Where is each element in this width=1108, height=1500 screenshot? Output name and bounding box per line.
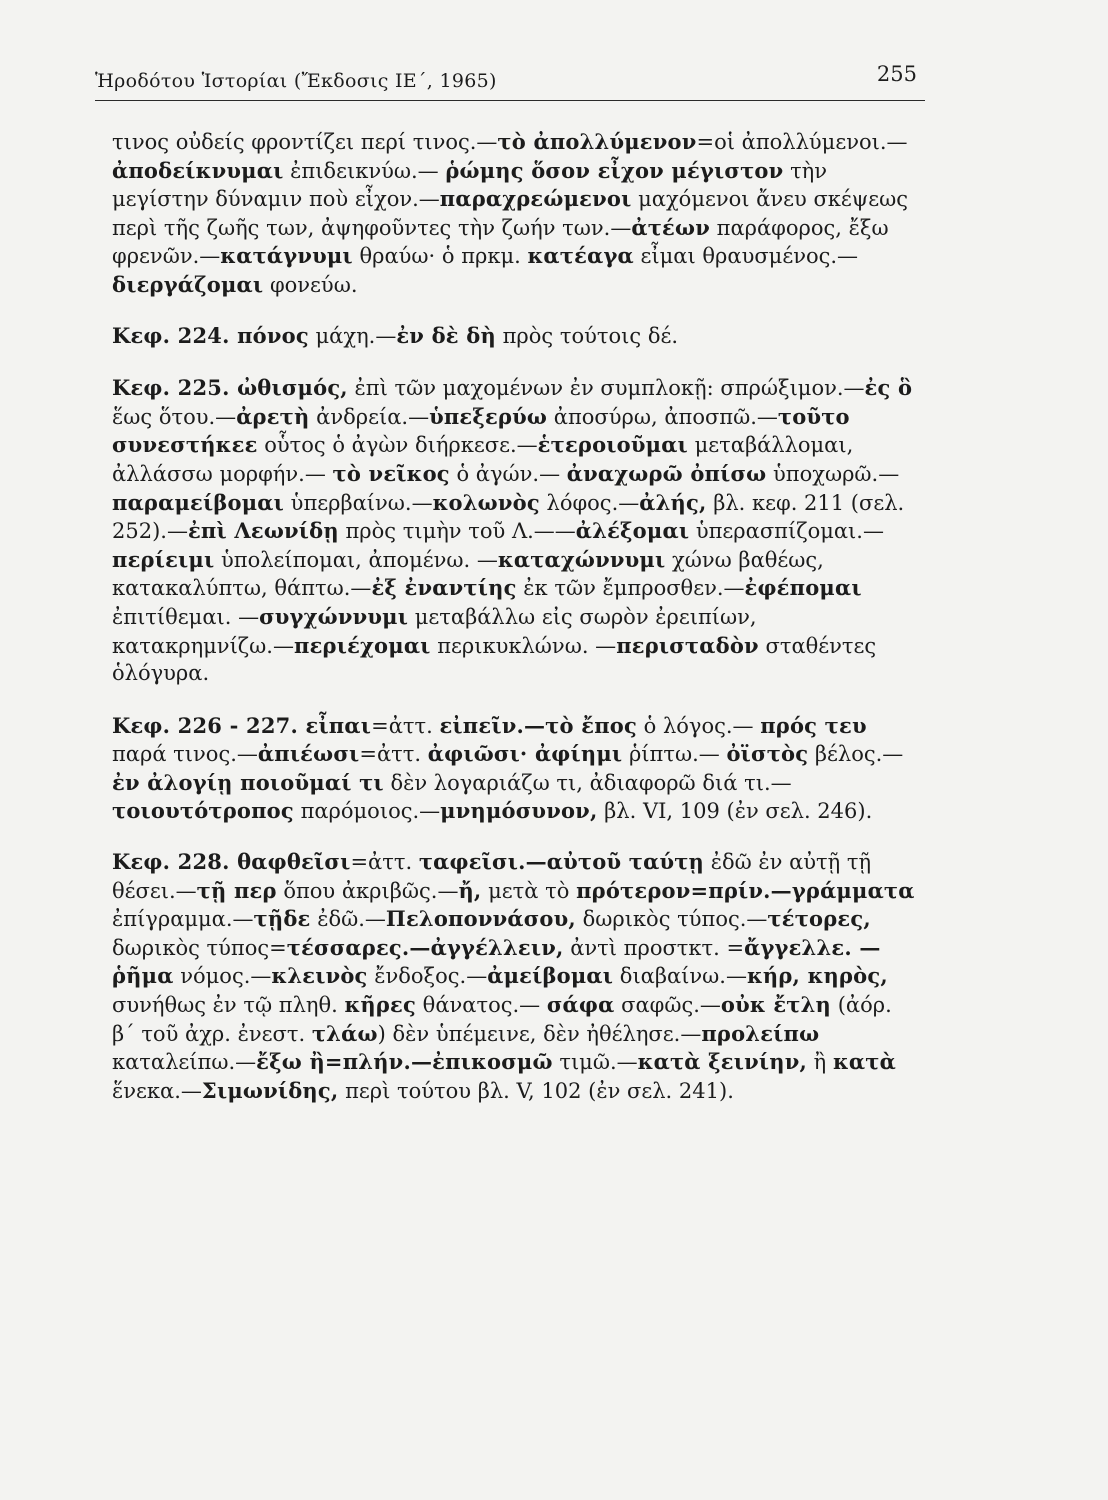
gloss-text: δωρικὸς τύπος= [112, 935, 287, 960]
gloss-text: ) δὲν ὑπέμεινε, δὲν ἠθέλησε.— [377, 1021, 702, 1046]
gloss-text: πρὸς τούτοις δέ. [495, 323, 679, 348]
lemma-text: πρότερον=πρίν.—γράμματα [576, 877, 915, 903]
gloss-text: ὑποχωρῶ.— [766, 461, 900, 486]
lemma-text: κολωνὸς [432, 489, 540, 515]
gloss-text: οὗτος ὁ ἀγὼν διήρκεσε.— [257, 433, 538, 458]
lemma-text: παραμείβομαι [112, 489, 284, 515]
lemma-text: διεργάζομαι [112, 271, 264, 297]
lemma-text: περιέχομαι [294, 632, 431, 658]
gloss-text: ἢ [807, 1050, 833, 1075]
gloss-text: σταθέντες ὁλόγυρα. [112, 633, 877, 686]
gloss-text: διαβαίνω.— [613, 964, 747, 989]
gloss-text: καταλείπω.— [112, 1050, 257, 1075]
gloss-text: χώνω βαθέως, κατακαλύπτω, θάπτω.— [112, 547, 824, 601]
lemma-text: μνημόσυνον, [440, 798, 598, 824]
lemma-text: ἑτεροιοῦμαι [537, 432, 688, 458]
lemma-text: παραχρεώμενοι [439, 186, 632, 212]
lemma-text: ἀλέξομαι [575, 518, 690, 544]
gloss-text: δὲν λογαριάζω τι, ἀδιαφορῶ διά τι.— [383, 770, 792, 795]
gloss-text: πρὸς τιμὴν τοῦ Λ.—— [338, 519, 576, 544]
gloss-text: ὁ λόγος.— [636, 713, 761, 738]
gloss-text: ἀντὶ προστκτ. = [563, 935, 745, 960]
lemma-text: ἀρετὴ [236, 403, 310, 429]
lemma-text: τῇδε [253, 906, 311, 932]
gloss-text: σαφῶς.— [614, 993, 721, 1018]
lemma-text: Κεφ. 225. ὠθισμός, [112, 375, 348, 401]
header-rule [95, 100, 925, 101]
gloss-text: μεταβάλλω εἰς σωρὸν ἐρειπίων, κατακρημνίζω.— [112, 604, 757, 658]
lemma-text: καταχώννυμι [497, 546, 666, 572]
running-head [95, 62, 925, 98]
lemma-text: κατὰ [832, 1049, 896, 1075]
lemma-text: ὑπεξερύω [429, 403, 548, 429]
gloss-text: ὑπερβαίνω.— [284, 490, 433, 515]
gloss-text: ἀποσύρω, ἀποσπῶ.— [547, 404, 778, 429]
gloss-text: παρά τινος.— [112, 742, 258, 767]
gloss-text: βλ. κεφ. 211 (σελ. 252).— [112, 490, 905, 544]
lemma-text: Κεφ. 224. πόνος [112, 322, 309, 348]
gloss-text: νόμος.— [173, 964, 272, 989]
gloss-text: μάχη.— [308, 323, 397, 348]
lemma-text: ἀτέων [631, 214, 710, 240]
lemma-text: κατέαγα [527, 243, 634, 269]
lemma-text: συγχώννυμι [259, 603, 409, 629]
lemma-text: σάφα [546, 992, 615, 1018]
gloss-text: δωρικὸς τύπος.— [575, 907, 768, 932]
lemma-text: ἀπιέωσι [257, 741, 360, 767]
gloss-text: ἀνδρεία.— [309, 404, 430, 429]
gloss-text: ῥίπτω.— [622, 742, 727, 767]
lemma-text: ἐξ ἐναντίης [371, 575, 517, 601]
gloss-text: ὑπολείπομαι, ἀπομένω. — [214, 547, 498, 572]
lemma-text: πρός τευ [760, 712, 867, 738]
gloss-text: παράφορος, ἔξω φρενῶν.— [112, 215, 889, 269]
lemma-text: περισταδὸν [616, 632, 759, 658]
lemma-text: ἔξω ἢ=πλήν.—ἐπικοσμῶ [256, 1049, 553, 1075]
lemma-text: κήρ, κηρὸς, [746, 963, 888, 989]
lemma-text: κλεινὸς [271, 963, 368, 989]
gloss-text: βλ. VI, 109 (ἐν σελ. 246). [597, 799, 873, 824]
gloss-text: =ἀττ. [371, 713, 440, 738]
lemma-text: ἤ, [458, 877, 482, 903]
lemma-text: ἀλής, [639, 489, 707, 515]
lemma-text: κῆρες [344, 992, 416, 1018]
gloss-text: ἐπιτίθεμαι. — [112, 604, 260, 629]
gloss-text: περὶ τούτου βλ. V, 102 (ἐν σελ. 241). [338, 1078, 734, 1103]
lemma-text: τὸ ἀπολλύμενον [497, 129, 697, 154]
gloss-text: συνήθως ἐν τῷ πληθ. [112, 993, 345, 1018]
gloss-text: ἔνδοξος.— [367, 964, 488, 989]
gloss-text: μετὰ τὸ [481, 878, 577, 903]
lemma-text: κατάγνυμι [220, 243, 353, 269]
gloss-text: φονεύω. [263, 272, 358, 297]
lemma-text: ἀποδείκνυμαι [112, 157, 284, 183]
paragraph-chapter-226-227 [112, 712, 920, 826]
lemma-text: τὸ νεῖκος [332, 460, 450, 486]
lemma-text: κατὰ ξεινίην, [637, 1049, 807, 1075]
gloss-text: ἐπίγραμμα.— [112, 907, 254, 932]
lemma-text: τέσσαρες.—ἀγγέλλειν, [286, 934, 564, 960]
lemma-text: ἀμείβομαι [487, 963, 614, 989]
lemma-text: Κεφ. 228. θαφθεῖσι [112, 849, 351, 875]
gloss-text: παρόμοιος.— [293, 799, 441, 824]
lemma-text: ἐς ὃ [864, 375, 913, 401]
lemma-text: ἐπὶ Λεωνίδῃ [187, 518, 339, 544]
lemma-text: τλάω [311, 1020, 378, 1046]
lemma-text: Κεφ. 226 - 227. εἶπαι [112, 712, 372, 738]
gloss-text: μαχόμενοι ἄνευ σκέψεως περὶ τῆς ζωῆς των, ἀψηφοῦντες τὴν ζωήν των.— [112, 187, 909, 240]
gloss-text: τιμῶ.— [552, 1050, 638, 1075]
lemma-text: Σιμωνίδης, [201, 1077, 339, 1103]
lemma-text: ἀφιῶσι· ἀφίημι [427, 741, 623, 767]
gloss-text: ἐδῶ.— [310, 907, 386, 932]
gloss-text: ἕως ὅτου.— [112, 404, 237, 429]
gloss-text: ἕνεκα.— [112, 1078, 202, 1103]
gloss-text: μεταβάλλομαι, ἀλλάσσω μορφήν.— [112, 433, 854, 486]
gloss-text: ἐπὶ τῶν μαχομένων ἐν συμπλοκῇ: σπρώξιμον.— [347, 376, 865, 401]
gloss-text: λόφος.— [539, 490, 640, 515]
commentary-body [112, 128, 920, 1105]
lemma-text: προλείπω [701, 1020, 820, 1046]
gloss-text: τὴν μεγίστην δύναμιν ποὺ εἶχον.— [112, 158, 828, 212]
gloss-text: =οἱ ἀπολλύμενοι.— [696, 130, 908, 154]
gloss-text: βέλος.— [808, 742, 904, 767]
lemma-text: οὐκ ἔτλη [720, 992, 832, 1018]
paragraph-chapter-225 [112, 374, 920, 688]
lemma-text: ἐν ἀλογίῃ ποιοῦμαί τι [112, 769, 384, 795]
lemma-text: ταφεῖσι.—αὐτοῦ ταύτῃ [418, 849, 705, 875]
lemma-text: ὀϊστὸς [726, 741, 809, 767]
gloss-text: =ἀττ. [350, 850, 419, 875]
gloss-text: τινος οὐδείς φροντίζει περί τινος.— [112, 130, 498, 154]
lemma-text: ἐν δὲ δὴ [396, 322, 496, 348]
gloss-text: ὅπου ἀκριβῶς.— [276, 878, 459, 903]
gloss-text: εἶμαι θραυσμένος.— [633, 244, 859, 269]
gloss-text: ἐκ τῶν ἔμπροσθεν.— [516, 576, 745, 601]
gloss-text: θραύω· ὁ πρκμ. [352, 244, 528, 269]
gloss-text: (ἀόρ. β΄ τοῦ ἀχρ. ἐνεστ. [112, 993, 892, 1046]
gloss-text: ἐδῶ ἐν αὐτῇ τῇ θέσει.— [112, 850, 872, 903]
lemma-text: Πελοποννάσου, [385, 906, 576, 932]
gloss-text: περικυκλώνω. — [430, 633, 617, 658]
lemma-text: ἐφέπομαι [744, 575, 862, 601]
lemma-text: τῇ περ [196, 877, 277, 903]
paragraph-chapter-228 [112, 848, 920, 1105]
lemma-text: εἰπεῖν.—τὸ ἔπος [439, 712, 637, 738]
running-head-title: Ἡροδότου Ἱστορίαι (Ἔκδοσις ΙΕ΄, 1965) [95, 70, 497, 92]
gloss-text: ἐπιδεικνύω.— [283, 158, 446, 183]
paragraph-intro [112, 128, 920, 300]
paragraph-chapter-224 [112, 322, 920, 351]
lemma-text: περίειμι [112, 546, 215, 572]
lemma-text: τοιουτότροπος [112, 798, 294, 824]
lemma-text: τέτορες, [767, 906, 871, 932]
lemma-text: τοῦτο συνεστήκεε [112, 403, 850, 458]
lemma-text: ἄγγελλε. —ῥῆμα [112, 934, 881, 989]
gloss-text: ὑπερασπίζομαι.— [689, 519, 884, 544]
gloss-text: θάνατος.— [416, 993, 547, 1018]
gloss-text: ὁ ἀγών.— [449, 461, 567, 486]
lemma-text: ῥώμης ὅσον εἶχον μέγιστον [445, 157, 784, 183]
page-number: 255 [876, 62, 917, 86]
lemma-text: ἀναχωρῶ ὀπίσω [566, 460, 767, 486]
gloss-text: =ἀττ. [359, 742, 428, 767]
